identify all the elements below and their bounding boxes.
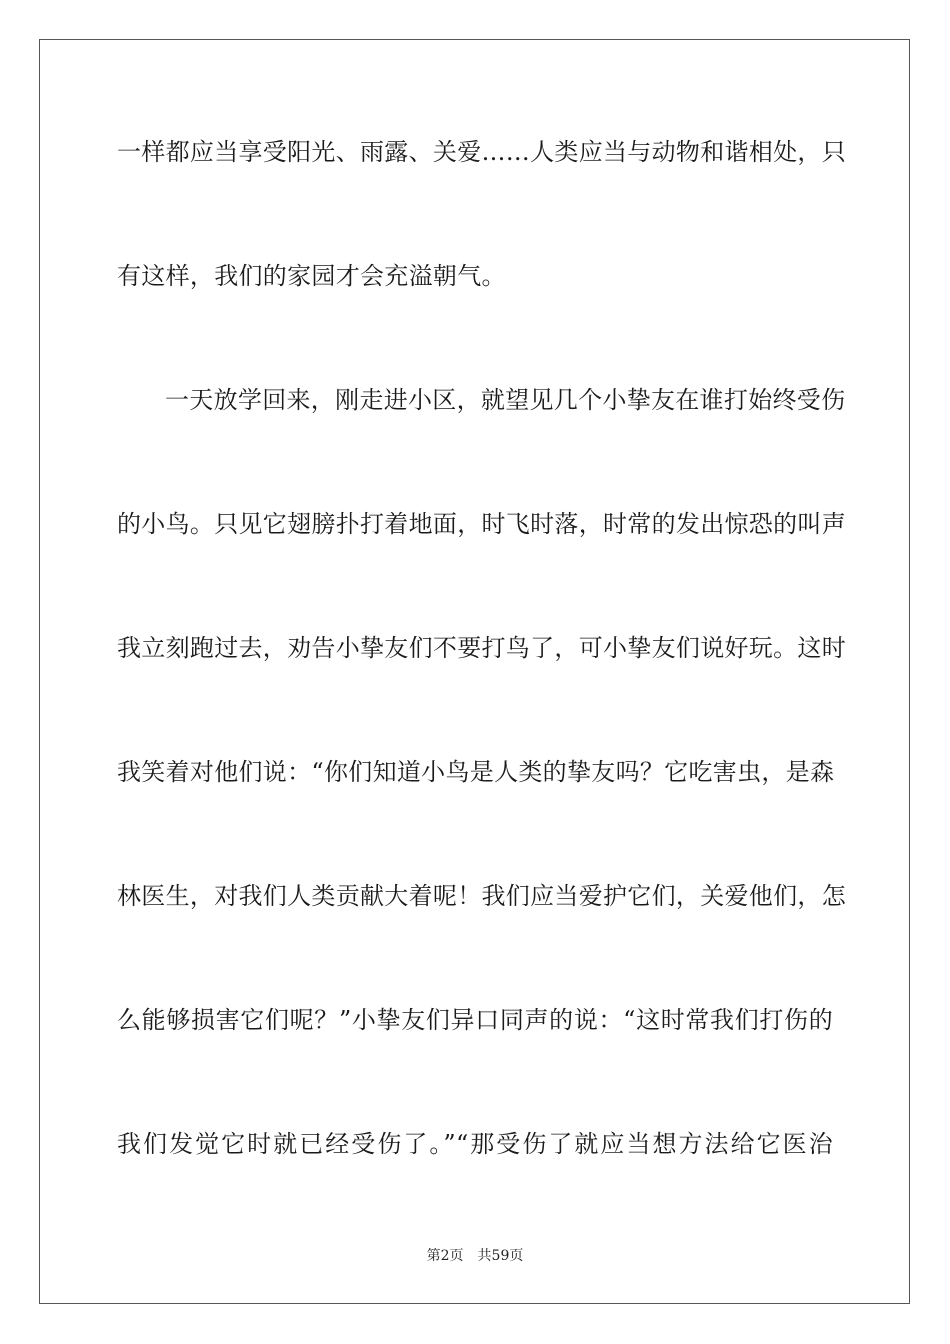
- page-footer: [0, 1247, 950, 1265]
- text-line: 我们发觉它时就已经受伤了。”“那受伤了就应当想方法给它医治: [117, 1130, 833, 1158]
- text-line: 的小鸟。只见它翅膀扑打着地面，时飞时落，时常的发出惊恐的叫声: [117, 510, 846, 538]
- text-line: 一样都应当享受阳光、雨露、关爱……人类应当与动物和谐相处，只: [117, 138, 846, 166]
- page-total: 共59页: [477, 1248, 524, 1264]
- text-line: 我立刻跑过去，劝告小挚友们不要打鸟了，可小挚友们说好玩。这时: [117, 634, 846, 662]
- page-border: [39, 39, 910, 1304]
- text-line: 有这样，我们的家园才会充溢朝气。: [117, 262, 506, 290]
- text-line: 么能够损害它们呢？”小挚友们异口同声的说：“这时常我们打伤的: [117, 1006, 833, 1034]
- text-line: 林医生，对我们人类贡献大着呢！我们应当爱护它们，关爱他们，怎: [117, 882, 846, 910]
- paragraph-start-line: 一天放学回来，刚走进小区，就望见几个小挚友在谁打始终受伤: [165, 386, 846, 414]
- text-line: 我笑着对他们说：“你们知道小鸟是人类的挚友吗？它吃害虫，是森: [117, 758, 835, 786]
- page-number: 第2页: [426, 1248, 464, 1264]
